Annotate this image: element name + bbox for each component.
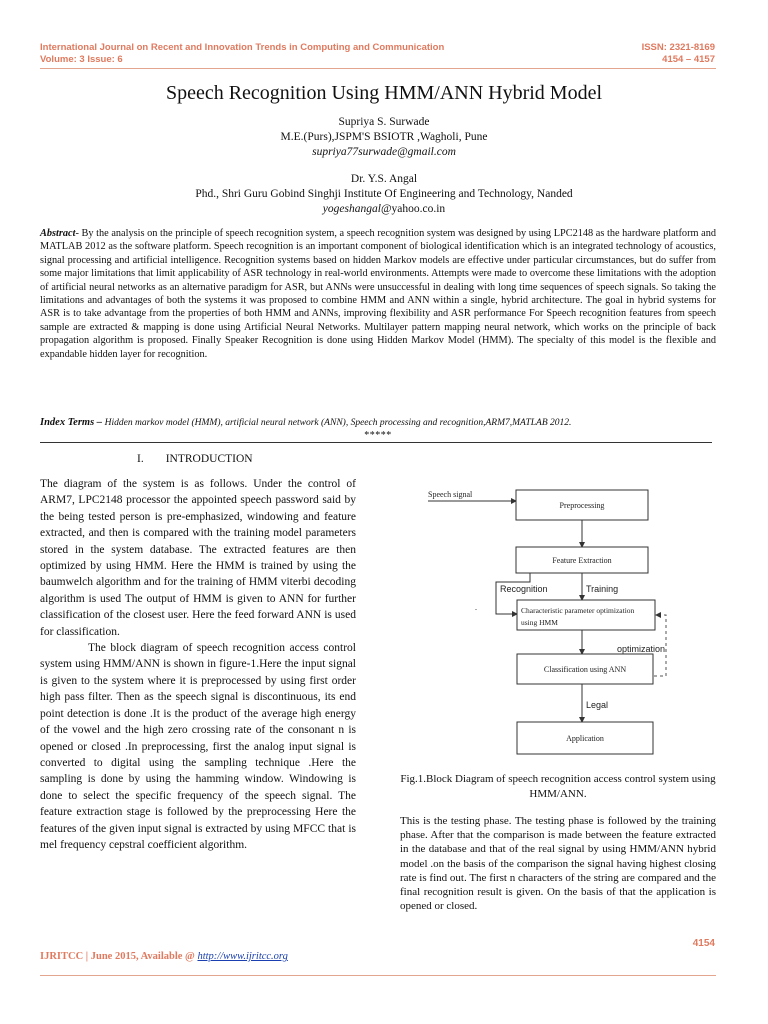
application-label: Application	[566, 734, 604, 743]
page-number: 4154	[692, 938, 715, 949]
paragraph-3: This is the testing phase. The testing phase is followed by the training phase. After that the comparison is made between the feature extracted in the database and that of the real signal by using HMM/ANN hybrid model .on the basis of the comparison the signal having highest closing rate is find out. The first n characters of the string are compared and the final recognition result is given. On the basis of that the application is opened or closed.	[400, 815, 716, 913]
page-range: 4154 – 4157	[662, 54, 715, 65]
index-terms-label: Index Terms –	[40, 417, 103, 428]
header-rule	[40, 68, 716, 69]
author1-affiliation: M.E.(Purs),JSPM'S BSIOTR ,Wagholi, Pune	[280, 131, 488, 143]
footer-rule	[40, 975, 716, 976]
figure-caption: Fig.1.Block Diagram of speech recognition access control system using HMM/ANN.	[400, 773, 716, 800]
author2-affiliation: Phd., Shri Guru Gobind Singhji Institute Of Engineering and Technology, Nanded	[195, 188, 573, 200]
section-number: I.	[137, 453, 144, 465]
separator-line	[40, 442, 712, 443]
training-label: Training	[586, 584, 619, 594]
recognition-label: Recognition	[500, 584, 548, 594]
author2-email-user: yogeshangal	[322, 203, 381, 215]
author1-email: supriya77surwade@gmail.com	[312, 146, 456, 158]
author1-name: Supriya S. Surwade	[338, 116, 430, 128]
abstract-text: - By the analysis on the principle of speech recognition system, a speech recognition system was designed by using LPC2148 as the hardware platform and MATLAB 2012 as the software platform. Speech recognition is an important component of biological identification which is an integrated technology of acoustics, signal processing and artificial intelligence. Recognition systems based on hidden Markov models are effective under particular circumstances, but do suffer from some major limitations that limit applicability of ASR technology in real-world environments. Attempts were made to overcome these limitations with the adoption of artificial neural networks as an alternative paradigm for ASR, but ANNs were unsuccessful in dealing with long time sequences of speech signals. So taking the limitations and advantages of both the systems it was proposed to combine HMM and ANN within a single, hybrid architecture. The goal in hybrid systems for ASR is to take advantage from the properties of both HMM and ANNs, improving flexibility and ASR performance For Speech recognition features from speech sample are extracted & mapping is done using Artificial Neural Networks. Multilayer pattern mapping neural network, which works on the principle of back propagation algorithm is proposed. Finally Speaker Recognition is done using Hidden Markov Model (HMM). The specialty of this model is the flexible and expandable hidden layer for recognition.	[40, 228, 716, 360]
legal-label: Legal	[586, 700, 609, 710]
block-diagram-figure	[420, 480, 680, 760]
ann-classification-label: Classification using ANN	[543, 665, 627, 674]
footer-text	[40, 951, 288, 962]
section-title: INTRODUCTION	[165, 453, 253, 465]
footer-label: IJRITCC | June 2015, Available @	[40, 951, 198, 962]
preprocessing-label: Preprocessing	[559, 501, 605, 510]
index-terms-text: Hidden markov model (HMM), artificial neural network (ANN), Speech processing and recognition,ARM7,MATLAB 2012.	[104, 418, 572, 428]
speech-signal-label: Speech signal	[428, 490, 473, 499]
feature-extraction-label: Feature Extraction	[552, 556, 612, 565]
issn: ISSN: 2321-8169	[641, 42, 715, 53]
optimization-label: optimization	[617, 644, 666, 654]
journal-header	[40, 42, 444, 66]
paragraph-1: The diagram of the system is as follows. Under the control of ARM7, LPC2148 processor the appointed speech password said by the being tested person is pre-emphasized, windowing and feature extracted, and then is compared with the training model parameters stored in the system database. The extracted features are then optimized by using HMM. Here the HMM is trained by using the baumwelch algorithm and for the training of HMM viterbi decoding algorithm is used The output of HMM is given to ANN for further classification of the closest user. Here the feed forward ANN is used for classification.	[40, 478, 356, 638]
paragraph-2: The block diagram of speech recognition access control system using HMM/ANN is shown in figure-1.Here the input signal is given to the system where it is preprocessed by using first order high pass filter. Then as the speech signal is discontinuous, its end point detection is done .It is the product of the average high energy of the vowel and the high zero crossing rate of the consonant n is opened or closed .In preprocessing, first the analog input signal is converted to digital using the sampling technique .Here the sampling is done by using the hamming window. Windowing is done to select the specific frequency of the speech signal. The feature extraction stage is followed by the preprocessing Here the features of the given input signal is extracted by using MFCC that is mel frequency cepstral coefficient algorithm.	[40, 642, 356, 851]
hmm-optimization-label-1: Characteristic parameter optimization	[521, 606, 635, 615]
separator-stars: *****	[364, 430, 392, 441]
journal-volume: Volume: 3 Issue: 6	[40, 54, 123, 65]
abstract-label: Abstract	[40, 228, 76, 239]
journal-name: International Journal on Recent and Innovation Trends in Computing and Communication	[40, 42, 445, 53]
paper-title: Speech Recognition Using HMM/ANN Hybrid Model	[165, 82, 603, 104]
author2-email	[0, 202, 768, 216]
author2-email-domain: @yahoo.co.in	[380, 203, 446, 215]
journal-link[interactable]: http://www.ijritcc.org	[197, 951, 288, 962]
section-heading	[137, 453, 253, 465]
author2-name: Dr. Y.S. Angal	[350, 173, 418, 185]
hmm-optimization-label-2: using HMM	[521, 618, 558, 627]
index-terms	[40, 417, 716, 428]
abstract	[40, 227, 716, 361]
stray-mark: .	[475, 603, 477, 612]
body-left-column	[40, 476, 356, 853]
issn-block	[642, 42, 715, 66]
